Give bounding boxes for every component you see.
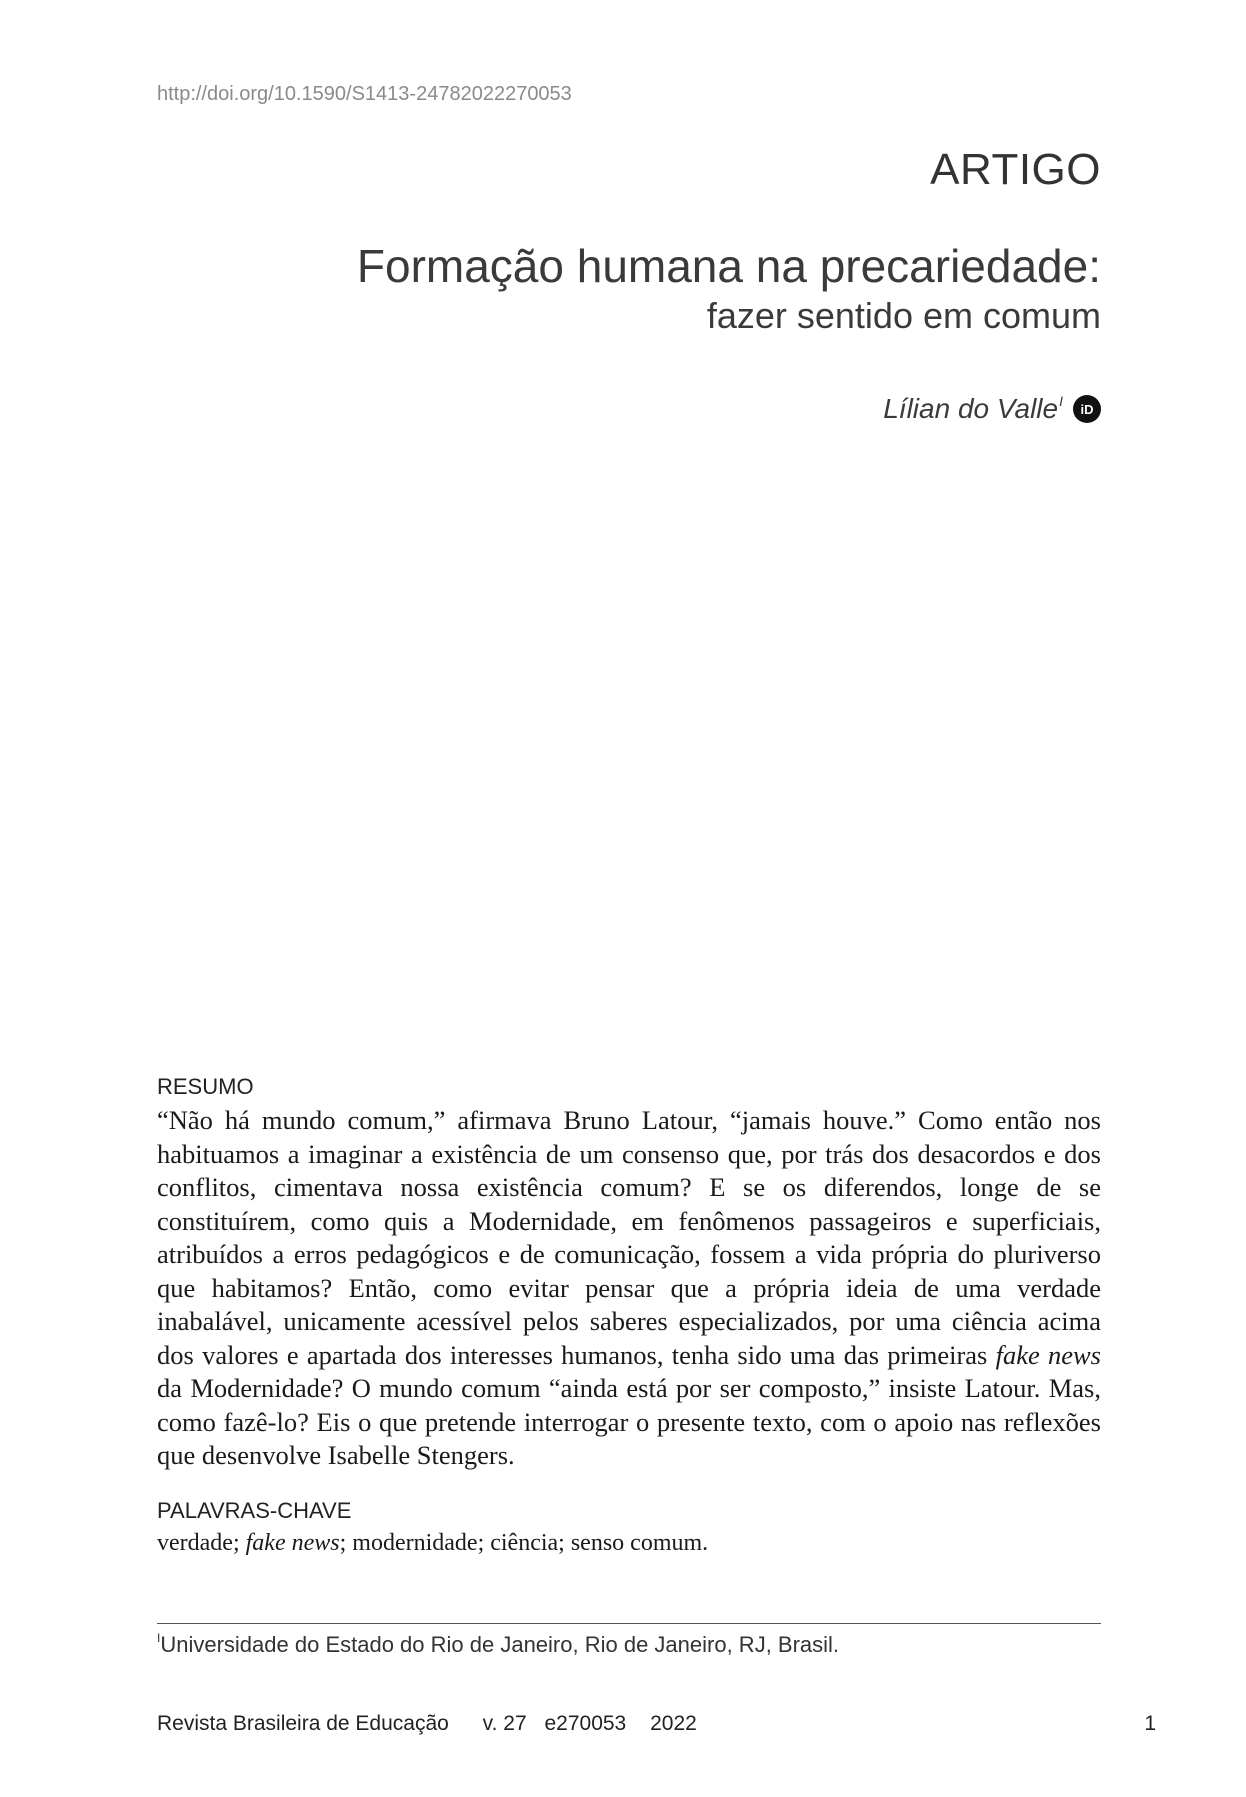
article-id: e270053 <box>544 1712 627 1735</box>
article-subtitle: fazer sentido em comum <box>706 294 1101 336</box>
footnote-divider <box>157 1623 1101 1624</box>
abstract-part-2: da Modernidade? O mundo comum “ainda está por ser composto,” insiste Latour. Mas, como fazê-lo? Eis o que pretende interrogar o presente texto, com o apoio nas reflexões que desenvolve Isabelle Stengers. <box>157 1373 1101 1470</box>
author-affiliation-mark: I <box>1059 393 1063 409</box>
keywords <box>157 1498 1101 1557</box>
page-number: 1 <box>1144 1712 1156 1735</box>
abstract-text <box>157 1104 1101 1473</box>
journal-name: Revista Brasileira de Educação <box>157 1712 449 1735</box>
affiliation-mark: I <box>157 1630 161 1645</box>
affiliation-text: Universidade do Estado do Rio de Janeiro, Rio de Janeiro, RJ, Brasil. <box>160 1632 840 1657</box>
keywords-text <box>157 1530 1101 1557</box>
keywords-heading: PALAVRAS-CHAVE <box>157 1498 352 1523</box>
affiliation-footnote <box>157 1632 839 1658</box>
journal-volume: v. 27 <box>482 1712 527 1735</box>
abstract-part-1: “Não há mundo comum,” afirmava Bruno Latour, “jamais houve.” Como então nos habituamos a imaginar a existência de um consenso que, por trás dos desacordos e dos conflitos, cimentava nossa existência comum? E se os diferendos, longe de se constituírem, como quis a Modernidade, em fenômenos passageiros e superficiais, atribuídos a erros pedagógicos e de comunicação, fossem a vida própria do pluriverso que habitamos? Então, como evitar pensar que a própria ideia de uma verdade inabalável, unicamente acessível pelos saberes especializados, por uma ciência acima dos valores e apartada dos interesses humanos, tenha sido uma das primeiras <box>157 1105 1101 1370</box>
doi-link[interactable]: http://doi.org/10.1590/S1413-24782022270053 <box>157 83 572 105</box>
keyword-emphasis: fake news <box>245 1530 340 1556</box>
orcid-icon[interactable]: iD <box>1073 395 1101 423</box>
keyword-part-3: ; modernidade; ciência; senso comum. <box>339 1530 709 1556</box>
keyword-part-1: verdade; <box>157 1530 246 1556</box>
section-label: ARTIGO <box>930 145 1101 194</box>
footer-citation <box>157 1712 725 1736</box>
publication-year: 2022 <box>650 1712 697 1735</box>
abstract <box>157 1074 1101 1473</box>
author-line <box>883 393 1101 425</box>
abstract-emphasis: fake news <box>995 1339 1101 1370</box>
author-name: Lílian do Valle <box>883 393 1059 424</box>
abstract-heading: RESUMO <box>157 1074 254 1099</box>
title-block <box>357 240 1101 337</box>
article-title: Formação humana na precariedade: <box>356 240 1101 292</box>
